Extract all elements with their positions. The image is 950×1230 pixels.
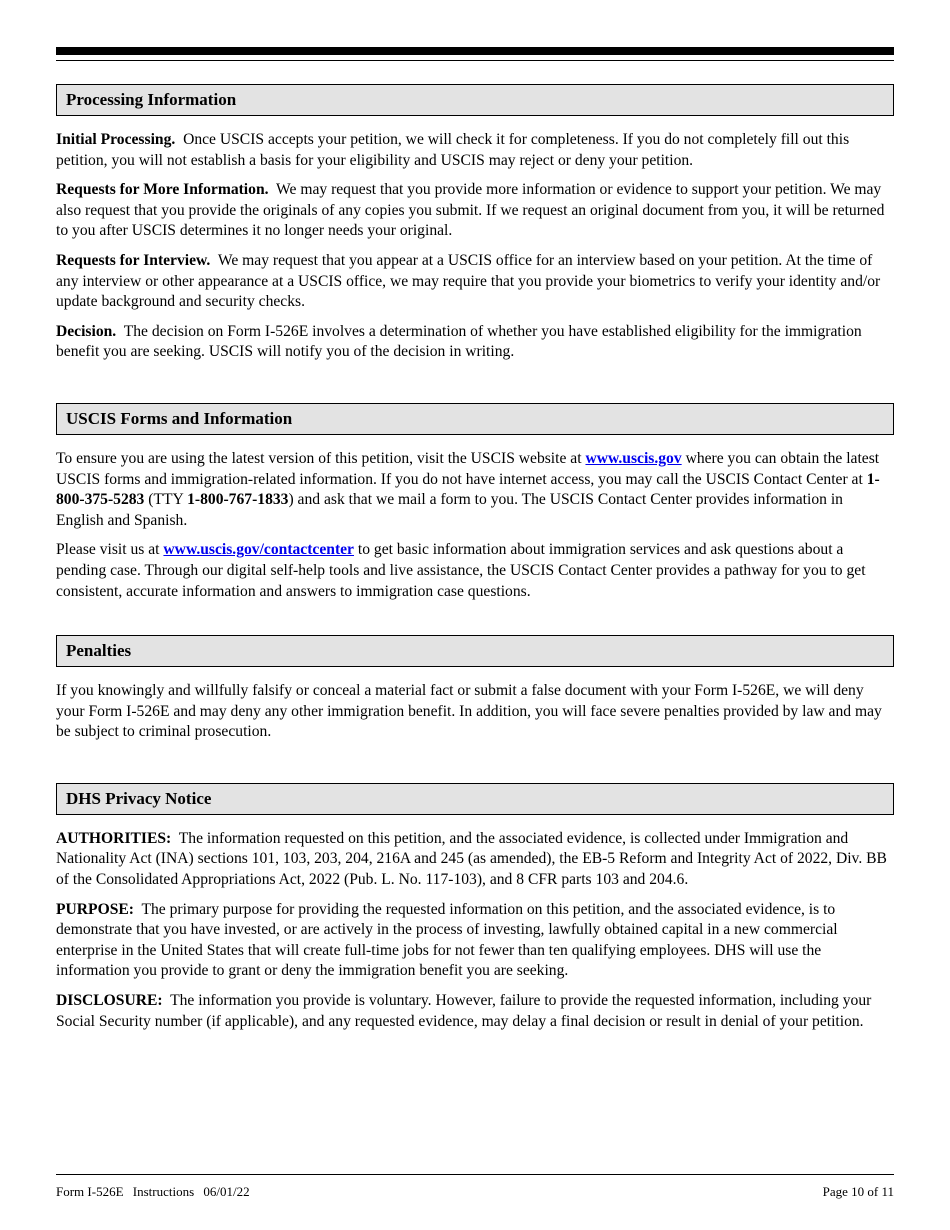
footer-form: Form I-526E [56,1184,124,1199]
paragraph-heading: PURPOSE: [56,900,134,918]
paragraph-initial-processing [56,130,894,171]
top-rule-thin [56,60,894,61]
paragraph-text: ) and ask that we mail a form to you. The USCIS Contact Center provides information in English and Spanish. [56,491,843,529]
paragraph-text: We may request that you appear at a USCIS office for an interview based on your petition. At the time of any interview or other appearance at a USCIS office, we may require that you provide your biometrics to verify your identity and/or update background and security checks. [56,251,881,311]
section-header-privacy [56,783,894,815]
paragraph-heading: Initial Processing. [56,131,176,148]
section-header-penalties [56,635,894,667]
contact-phone: 1-800-375-5283 [56,470,880,509]
paragraph-heading: Requests for Interview. [56,251,211,269]
paragraph-text: Once USCIS accepts your petition, we will check it for completeness. If you do not completely fill out this petition, you will not establish a basis for your eligibility and USCIS may reject or deny your petition. [56,131,850,169]
paragraph-text: We may request that you provide more information or evidence to support your petition. We may also request that you provide the originals of any copies you submit. If we request an original document from you, it will be returned to you after USCIS determines it no longer needs your original. [56,181,885,240]
tty-prefix: (TTY [148,491,184,509]
section-title: DHS Privacy Notice [66,788,212,808]
footer-date: 06/01/22 [203,1184,250,1199]
section-title: USCIS Forms and Information [66,408,293,428]
top-rule-thick [56,47,894,55]
paragraph-text: To ensure you are using the latest version of this petition, visit the USCIS website at [56,449,582,467]
paragraph-contact-center [56,540,894,602]
paragraph-heading: DISCLOSURE: [56,992,163,1010]
paragraph-authorities [56,829,894,891]
section-header-processing [56,84,894,116]
paragraph-text: to get basic information about immigration services and ask questions about a pending case. Through our digital self-help tools and live assistance, the USCIS Contact Center provides a pathway for you to get consistent, accurate information and answers to immigration case questions. [56,541,866,600]
paragraph-text: where you can obtain the latest USCIS forms and immigration-related information. If you do not have internet access, you may call the USCIS Contact Center at [56,449,880,488]
paragraph-text: The information you provide is voluntary. However, failure to provide the requested information, including your Social Security number (if applicable), and any requested evidence, may delay a final decision or result in denial of your petition. [56,992,872,1030]
paragraph-decision [56,322,894,363]
paragraph-disclosure [56,991,894,1032]
section-title: Processing Information [66,90,237,109]
paragraph-interview [56,251,894,313]
section-title: Penalties [66,641,132,661]
paragraph-heading: Requests for More Information. [56,181,269,199]
paragraph-website [56,449,894,531]
footer-page-number: Page 10 of 11 [822,1184,894,1199]
tty-phone: 1-800-767-1833 [187,491,289,509]
footer-rule [56,1174,894,1175]
paragraph-more-information [56,180,894,242]
paragraph-text: The primary purpose for providing the requested information on this petition, and the associated evidence, is to demonstrate that you have invested, or are actively in the process of investing, lawfully obtained capital in a new commercial enterprise in the United States that will create full-time jobs for not fewer than ten qualifying employees. DHS will use the information you provide to grant or deny the immigration benefit you are seeking. [56,900,838,980]
uscis-website-link[interactable]: www.uscis.gov [585,449,682,467]
paragraph-purpose [56,900,894,982]
page-content [56,84,894,1032]
paragraph-penalties: If you knowingly and willfully falsify or conceal a material fact or submit a false document with your Form I-526E, we will deny your Form I-526E and may deny any other immigration benefit. In addition, you will face severe penalties provided by law and may be subject to criminal prosecution. [56,682,882,741]
section-header-forms-info [56,403,894,435]
contact-center-link[interactable]: www.uscis.gov/contactcenter [163,541,354,559]
paragraph-heading: AUTHORITIES: [56,829,172,847]
paragraph-text: The information requested on this petition, and the associated evidence, is collected under Immigration and Nationality Act (INA) sections 101, 103, 203, 204, 216A and 245 (as amended), the EB-5 Reform and Integrity Act of 2022, Div. BB of the Consolidated Appropriations Act, 2022 (Pub. L. No. 117-103), and 8 CFR parts 103 and 204.6. [56,829,887,889]
paragraph-heading: Decision. [56,322,117,340]
paragraph-text: The decision on Form I-526E involves a determination of whether you have established eligibility for the immigration benefit you are seeking. USCIS will notify you of the decision in writing. [56,322,862,361]
footer-doc: Instructions [132,1184,195,1199]
paragraph-text: Please visit us at [56,541,160,559]
footer-form-id [56,1184,256,1200]
